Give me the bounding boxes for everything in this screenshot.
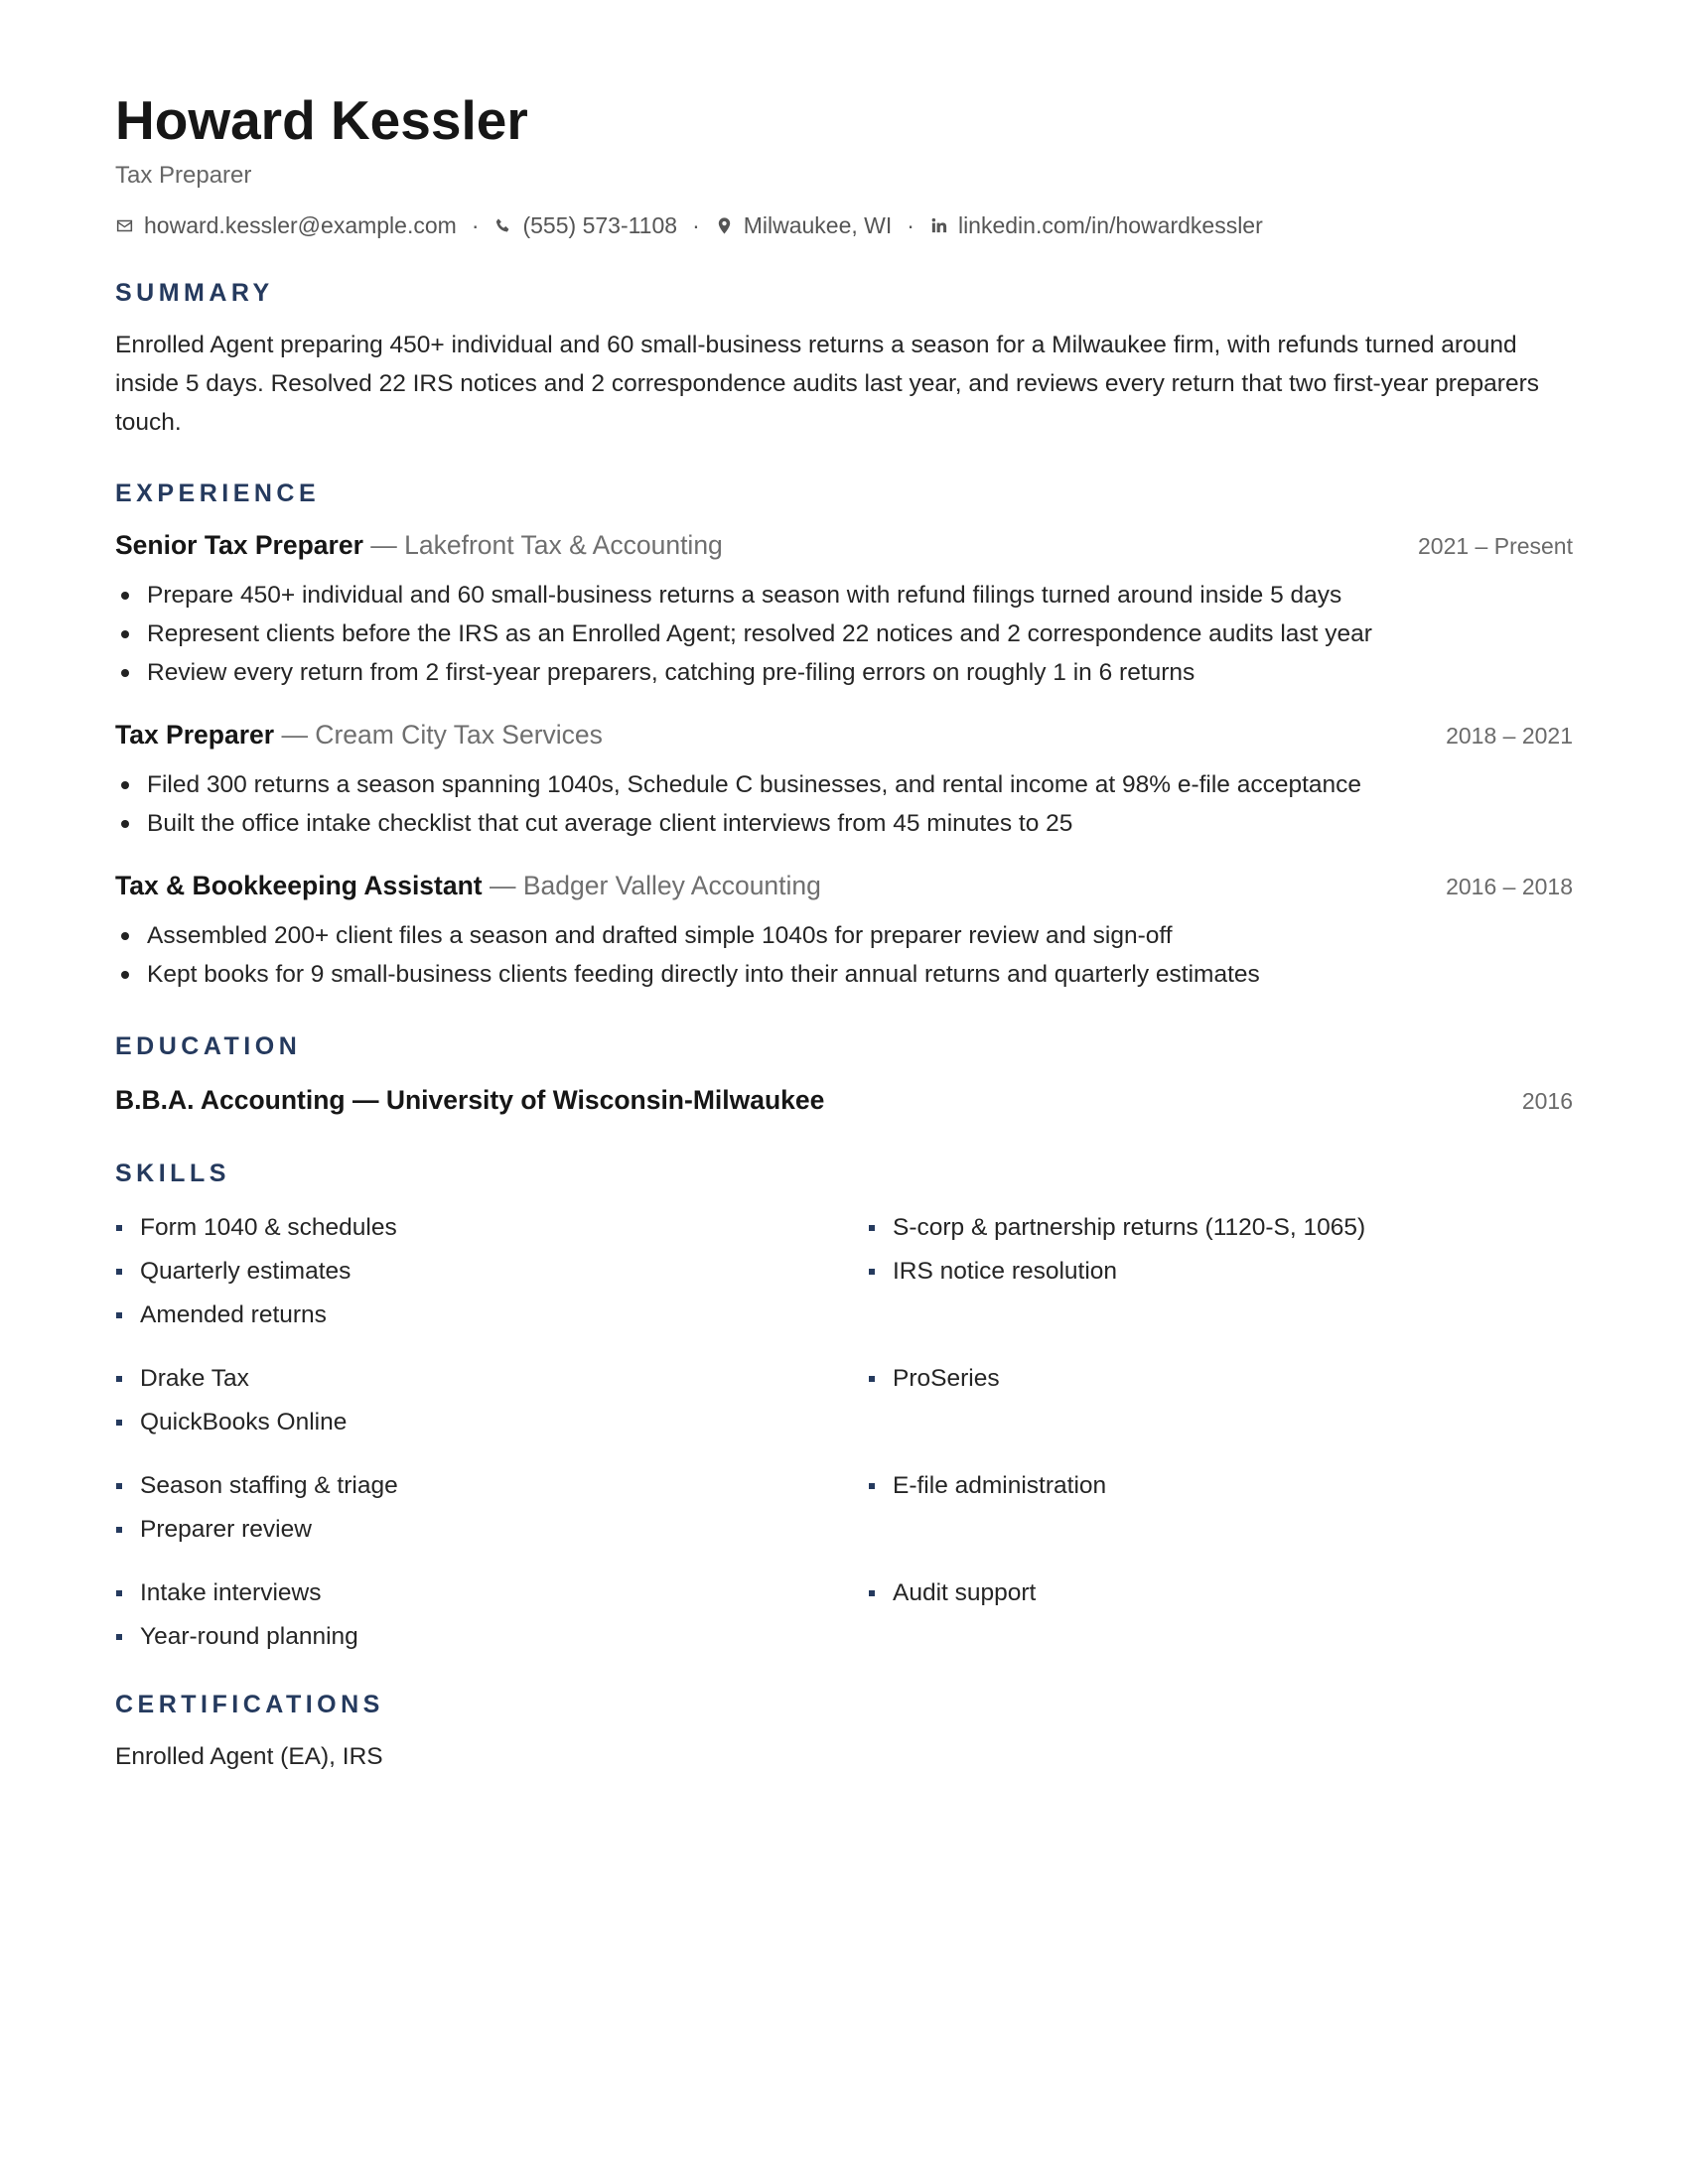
- job-company: — Badger Valley Accounting: [482, 871, 821, 900]
- job-bullets: [115, 576, 1573, 692]
- job-role: Tax Preparer: [115, 720, 275, 750]
- job-bullets: [115, 765, 1573, 843]
- job-company: — Cream City Tax Services: [274, 720, 603, 750]
- job-bullet: Prepare 450+ individual and 60 small-business returns a season with refund filings turned around inside 5 days: [115, 576, 1573, 614]
- phone-text: (555) 573-1108: [522, 212, 678, 238]
- contact-linkedin[interactable]: [929, 210, 1263, 240]
- resume-page: [115, 87, 1573, 1777]
- contact-separator: ·: [692, 212, 700, 238]
- summary-heading: SUMMARY: [115, 279, 274, 307]
- linkedin-text: linkedin.com/in/howardkessler: [957, 212, 1263, 238]
- education-degree: B.B.A. Accounting — University of Wisconsin-Milwaukee: [115, 1085, 825, 1115]
- job-role: Tax & Bookkeeping Assistant: [115, 871, 483, 900]
- skill-item: QuickBooks Online: [115, 1401, 868, 1444]
- skill-item: E-file administration: [868, 1464, 1573, 1508]
- education-heading: EDUCATION: [115, 1032, 302, 1060]
- mail-icon: [115, 216, 134, 235]
- job-bullet: Filed 300 returns a season spanning 1040s, Schedule C businesses, and rental income at 98% e-file acceptance: [115, 765, 1573, 804]
- skill-item: Audit support: [868, 1571, 1573, 1615]
- job-dates: 2021 – Present: [1417, 533, 1573, 559]
- skill-item: Amended returns: [115, 1294, 868, 1337]
- contact-separator: ·: [471, 212, 480, 238]
- job-entry: [115, 869, 1573, 994]
- contact-phone[interactable]: [493, 210, 677, 240]
- skill-item: IRS notice resolution: [868, 1250, 1573, 1294]
- job-bullet: Represent clients before the IRS as an Enrolled Agent; resolved 22 notices and 2 correspondence audits last year: [115, 614, 1573, 653]
- experience-list: [115, 528, 1573, 994]
- certifications-heading: CERTIFICATIONS: [115, 1691, 384, 1718]
- experience-heading: EXPERIENCE: [115, 479, 321, 507]
- skills-heading: SKILLS: [115, 1160, 230, 1187]
- linkedin-icon: [929, 216, 948, 235]
- skill-item: Preparer review: [115, 1508, 868, 1552]
- job-entry: [115, 528, 1573, 692]
- job-bullet: Assembled 200+ client files a season and drafted simple 1040s for preparer review and sign-off: [115, 916, 1573, 955]
- skill-item: Intake interviews: [115, 1571, 868, 1615]
- job-bullet: Built the office intake checklist that cut average client interviews from 45 minutes to 25: [115, 804, 1573, 843]
- job-bullet: Kept books for 9 small-business clients feeding directly into their annual returns and quarterly estimates: [115, 955, 1573, 994]
- skill-group: [115, 1464, 1573, 1552]
- certification-item: Enrolled Agent (EA), IRS: [115, 1743, 383, 1770]
- contact-separator: ·: [907, 212, 914, 238]
- contact-location: [715, 210, 893, 240]
- email-text: howard.kessler@example.com: [144, 212, 457, 238]
- skill-item: Quarterly estimates: [115, 1250, 868, 1294]
- candidate-name: Howard Kessler: [115, 89, 528, 151]
- skill-group: [115, 1357, 1573, 1444]
- job-header: [115, 869, 1573, 907]
- job-dates: 2018 – 2021: [1446, 723, 1573, 749]
- skill-item: ProSeries: [868, 1357, 1573, 1401]
- skill-item: S-corp & partnership returns (1120-S, 1065): [868, 1206, 1573, 1250]
- job-bullet: Review every return from 2 first-year preparers, catching pre-filing errors on roughly 1 in 6 returns: [115, 653, 1573, 692]
- skill-group: [115, 1571, 1573, 1659]
- contact-email[interactable]: [115, 210, 457, 240]
- skill-group: [115, 1206, 1573, 1337]
- job-header: [115, 718, 1573, 756]
- contact-bar: [115, 210, 1573, 240]
- summary-text: Enrolled Agent preparing 450+ individual and 60 small-business returns a season for a Milwaukee firm, with refunds turned around inside 5 days. Resolved 22 IRS notices and 2 correspondence audits last year, and reviews every return that two first-year preparers touch.: [115, 332, 1539, 436]
- phone-icon: [493, 216, 512, 235]
- skills-list: [115, 1206, 1573, 1659]
- job-dates: 2016 – 2018: [1446, 874, 1573, 899]
- skill-item: Season staffing & triage: [115, 1464, 868, 1508]
- skill-item: Drake Tax: [115, 1357, 868, 1401]
- location-text: Milwaukee, WI: [743, 212, 893, 238]
- skill-item: Year-round planning: [115, 1615, 868, 1659]
- job-bullets: [115, 916, 1573, 994]
- education-entry: [115, 1083, 1573, 1118]
- skill-item: Form 1040 & schedules: [115, 1206, 868, 1250]
- location-pin-icon: [715, 216, 734, 235]
- education-year: 2016: [1521, 1088, 1573, 1114]
- job-header: [115, 528, 1573, 567]
- job-company: — Lakefront Tax & Accounting: [362, 530, 723, 560]
- job-role: Senior Tax Preparer: [115, 530, 363, 560]
- candidate-headline: Tax Preparer: [115, 162, 252, 189]
- job-entry: [115, 718, 1573, 843]
